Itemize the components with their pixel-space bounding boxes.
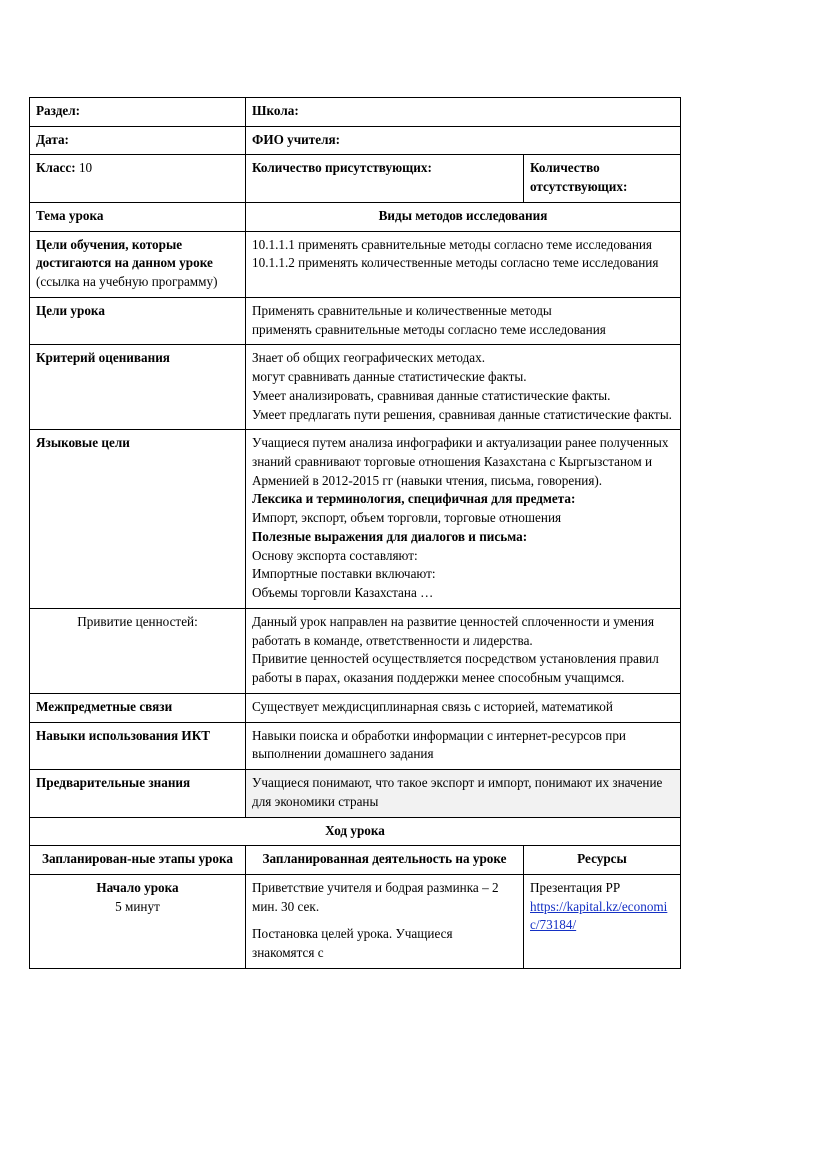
language-goals-phrase: Основу экспорта составляют: — [252, 547, 418, 563]
language-goals-value — [246, 430, 681, 609]
language-goals-phrase: Объемы торговли Казахстана … — [252, 585, 434, 601]
assessment-criteria-value — [246, 345, 681, 430]
resources-cell — [524, 874, 681, 968]
criteria-line: Умеет анализировать, сравнивая данные статистические факты. — [252, 387, 611, 403]
lesson-goal-line: применять сравнительные методы согласно теме исследования — [252, 321, 606, 337]
table-row-prior-knowledge — [30, 770, 681, 817]
table-row-lesson-flow-item — [30, 874, 681, 968]
lesson-goals-label: Цели урока — [30, 297, 246, 344]
header-resources: Ресурсы — [524, 846, 681, 875]
table-row-topic — [30, 202, 681, 231]
learning-objectives-value — [246, 231, 681, 297]
ict-skills-value: Навыки поиска и обработки информации с интернет-ресурсов при выполнении домашнего задания — [246, 722, 681, 769]
table-row-class-attendance — [30, 155, 681, 202]
activity-spacer — [252, 916, 517, 925]
criteria-line: Умеет предлагать пути решения, сравнивая данные статистические факты. — [252, 406, 672, 422]
language-goals-intro: Учащиеся путем анализа инфографики и актуализации ранее полученных знаний сравнивают торговые отношения Казахстана с Кыргызстаном и Арменией в 2012-2015 гг (навыки чтения, письма, говорения). — [252, 435, 669, 488]
school-label: Школа: — [246, 98, 681, 127]
table-row-lesson-flow-title — [30, 817, 681, 846]
class-value: 10 — [78, 160, 93, 176]
activity-line: Постановка целей урока. Учащиеся знакомятся с — [252, 926, 453, 961]
language-goals-vocab-heading: Лексика и терминология, специфичная для предмета: — [252, 491, 576, 507]
objective-line: 10.1.1.2 применять количественные методы согласно теме исследования — [252, 255, 659, 271]
table-row-date-teacher — [30, 126, 681, 155]
lesson-flow-title: Ход урока — [30, 817, 681, 846]
assessment-criteria-label: Критерий оценивания — [30, 345, 246, 430]
lesson-goal-line: Применять сравнительные и количественные методы — [252, 302, 552, 318]
table-row-section-school — [30, 98, 681, 127]
activity-line: Приветствие учителя и бодрая разминка – 2 мин. 30 сек. — [252, 879, 499, 914]
teacher-name-label: ФИО учителя: — [246, 126, 681, 155]
values-line: Привитие ценностей осуществляется посредством установления правил работы в парах, оказания поддержки менее способным учащимся. — [252, 651, 659, 686]
learning-objectives-label-bold: Цели обучения, которые достигаются на данном уроке — [36, 236, 213, 271]
ict-skills-label: Навыки использования ИКТ — [30, 722, 246, 769]
table-row-learning-objectives — [30, 231, 681, 297]
prior-knowledge-value: Учащиеся понимают, что такое экспорт и импорт, понимают их значение для экономики страны — [246, 770, 681, 817]
absent-count-label: Количество отсутствующих: — [524, 155, 681, 202]
table-row-ict-skills — [30, 722, 681, 769]
topic-label: Тема урока — [30, 202, 246, 231]
values-value — [246, 608, 681, 693]
language-goals-phrase: Импортные поставки включают: — [252, 566, 436, 582]
values-label: Привитие ценностей: — [30, 608, 246, 693]
activity-cell — [246, 874, 524, 968]
learning-objectives-label-plain: (ссылка на учебную программу) — [36, 274, 218, 290]
prior-knowledge-label: Предварительные знания — [30, 770, 246, 817]
language-goals-label: Языковые цели — [30, 430, 246, 609]
table-row-assessment-criteria — [30, 345, 681, 430]
criteria-line: Знает об общих географических методах. — [252, 350, 486, 366]
header-stages: Запланирован-ные этапы урока — [30, 846, 246, 875]
criteria-line: могут сравнивать данные статистические факты. — [252, 369, 527, 385]
resource-text: Презентация РР — [530, 879, 621, 895]
lesson-plan-table — [29, 97, 681, 969]
language-goals-vocab: Импорт, экспорт, объем торговли, торговые отношения — [252, 510, 562, 526]
header-activity: Запланированная деятельность на уроке — [246, 846, 524, 875]
class-label: Класс: — [36, 160, 76, 176]
topic-value: Виды методов исследования — [246, 202, 681, 231]
table-row-lesson-flow-headers — [30, 846, 681, 875]
stage-duration: 5 минут — [115, 898, 160, 914]
interdisciplinary-label: Межпредметные связи — [30, 693, 246, 722]
present-count-label: Количество присутствующих: — [246, 155, 524, 202]
language-goals-phrases-heading: Полезные выражения для диалогов и письма: — [252, 528, 528, 544]
class-cell — [30, 155, 246, 202]
interdisciplinary-value: Существует междисциплинарная связь с историей, математикой — [246, 693, 681, 722]
stage-cell — [30, 874, 246, 968]
section-label: Раздел: — [30, 98, 246, 127]
table-row-language-goals — [30, 430, 681, 609]
values-line: Данный урок направлен на развитие ценностей сплоченности и умения работать в команде, ответственности и лидерства. — [252, 613, 655, 648]
lesson-goals-value — [246, 297, 681, 344]
learning-objectives-label — [30, 231, 246, 297]
objective-line: 10.1.1.1 применять сравнительные методы согласно теме исследования — [252, 236, 652, 252]
stage-title: Начало урока — [96, 879, 179, 895]
table-row-lesson-goals — [30, 297, 681, 344]
table-row-interdisciplinary — [30, 693, 681, 722]
date-label: Дата: — [30, 126, 246, 155]
resource-link[interactable]: https://kapital.kz/economic/73184/ — [530, 898, 668, 933]
table-row-values — [30, 608, 681, 693]
